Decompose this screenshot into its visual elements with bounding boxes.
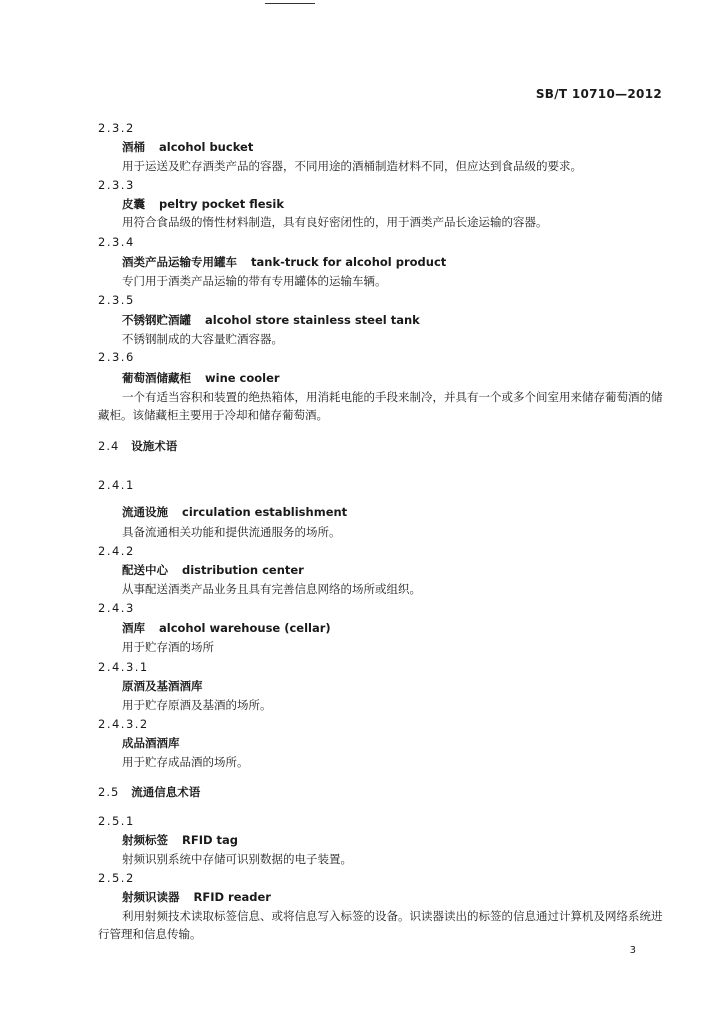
term-heading bbox=[122, 370, 280, 386]
term-definition: 专门用于酒类产品运输的带有专用罐体的运输车辆。 bbox=[122, 274, 387, 288]
term-zh: 射频识读器 bbox=[122, 890, 180, 904]
term-heading bbox=[122, 678, 203, 694]
term-zh: 原酒及基酒酒库 bbox=[122, 679, 203, 693]
section-title: 流通信息术语 bbox=[131, 785, 201, 799]
clause-number: 2.3.6 bbox=[98, 350, 135, 364]
clause-number: 2.4.3 bbox=[98, 601, 135, 615]
term-heading bbox=[122, 832, 238, 848]
section-number: 2.4 bbox=[98, 439, 120, 453]
term-zh: 皮囊 bbox=[122, 197, 145, 211]
standard-code: SB/T 10710—2012 bbox=[535, 87, 662, 101]
term-en: alcohol warehouse (cellar) bbox=[159, 621, 331, 635]
term-heading bbox=[122, 889, 271, 905]
term-definition: 用符合食品级的惰性材料制造，具有良好密闭性的，用于酒类产品长途运输的容器。 bbox=[122, 215, 548, 229]
clause-number: 2.3.2 bbox=[98, 121, 135, 135]
term-heading bbox=[122, 620, 331, 636]
section-heading bbox=[98, 784, 200, 800]
section-heading bbox=[98, 438, 177, 454]
term-en: tank-truck for alcohol product bbox=[251, 255, 447, 269]
term-zh: 不锈钢贮酒罐 bbox=[122, 313, 191, 327]
section-number: 2.5 bbox=[98, 785, 120, 799]
term-definition: 具备流通相关功能和提供流通服务的场所。 bbox=[122, 525, 341, 539]
term-en: RFID tag bbox=[182, 833, 239, 847]
clause-number: 2.4.3.2 bbox=[98, 717, 149, 731]
term-definition: 从事配送酒类产品业务且具有完善信息网络的场所或组织。 bbox=[122, 582, 421, 596]
term-heading bbox=[122, 312, 420, 328]
term-heading bbox=[122, 196, 284, 212]
term-heading bbox=[122, 139, 253, 155]
term-zh: 酒库 bbox=[122, 621, 145, 635]
term-en: circulation establishment bbox=[182, 505, 348, 519]
term-zh: 酒桶 bbox=[122, 140, 145, 154]
term-heading bbox=[122, 735, 180, 751]
term-zh: 配送中心 bbox=[122, 563, 168, 577]
term-heading bbox=[122, 254, 446, 270]
term-definition: 利用射频技术读取标签信息、或将信息写入标签的设备。识读器读出的标签的信息通过计算机及网络系统进行管理和信息传输。 bbox=[98, 909, 663, 941]
term-definition: 用于贮存成品酒的场所。 bbox=[122, 755, 249, 769]
term-heading bbox=[122, 504, 347, 520]
clause-number: 2.3.3 bbox=[98, 178, 135, 192]
term-definition: 射频识别系统中存储可识别数据的电子装置。 bbox=[122, 852, 352, 866]
term-definition: 用于贮存酒的场所 bbox=[122, 640, 214, 654]
clause-number: 2.3.5 bbox=[98, 293, 135, 307]
term-heading bbox=[122, 562, 304, 578]
term-zh: 流通设施 bbox=[122, 505, 168, 519]
term-en: alcohol bucket bbox=[159, 140, 254, 154]
clause-number: 2.4.1 bbox=[98, 478, 135, 492]
term-en: alcohol store stainless steel tank bbox=[205, 313, 420, 327]
term-definition: 不锈钢制成的大容量贮酒容器。 bbox=[122, 332, 283, 346]
term-en: wine cooler bbox=[205, 371, 280, 385]
section-title: 设施术语 bbox=[131, 439, 178, 453]
clause-number: 2.4.2 bbox=[98, 544, 135, 558]
term-zh: 射频标签 bbox=[122, 833, 168, 847]
term-definition: 用于贮存原酒及基酒的场所。 bbox=[122, 698, 272, 712]
term-definition: 一个有适当容积和装置的绝热箱体，用消耗电能的手段来制冷，并具有一个或多个间室用来储存葡萄酒的储藏柜。该储藏柜主要用于冷却和储存葡萄酒。 bbox=[98, 390, 663, 422]
page-number: 3 bbox=[629, 945, 636, 956]
term-zh: 酒类产品运输专用罐车 bbox=[122, 255, 237, 269]
clause-number: 2.4.3.1 bbox=[98, 660, 149, 674]
term-en: RFID reader bbox=[193, 890, 271, 904]
term-zh: 成品酒酒库 bbox=[122, 736, 180, 750]
term-en: peltry pocket flesik bbox=[159, 197, 284, 211]
term-definition: 用于运送及贮存酒类产品的容器，不同用途的酒桶制造材料不同，但应达到食品级的要求。 bbox=[122, 159, 582, 173]
term-zh: 葡萄酒储藏柜 bbox=[122, 371, 191, 385]
clause-number: 2.5.2 bbox=[98, 871, 135, 885]
term-en: distribution center bbox=[182, 563, 304, 577]
clause-number: 2.3.4 bbox=[98, 235, 135, 249]
clause-number: 2.5.1 bbox=[98, 814, 135, 828]
top-rule bbox=[265, 3, 315, 4]
